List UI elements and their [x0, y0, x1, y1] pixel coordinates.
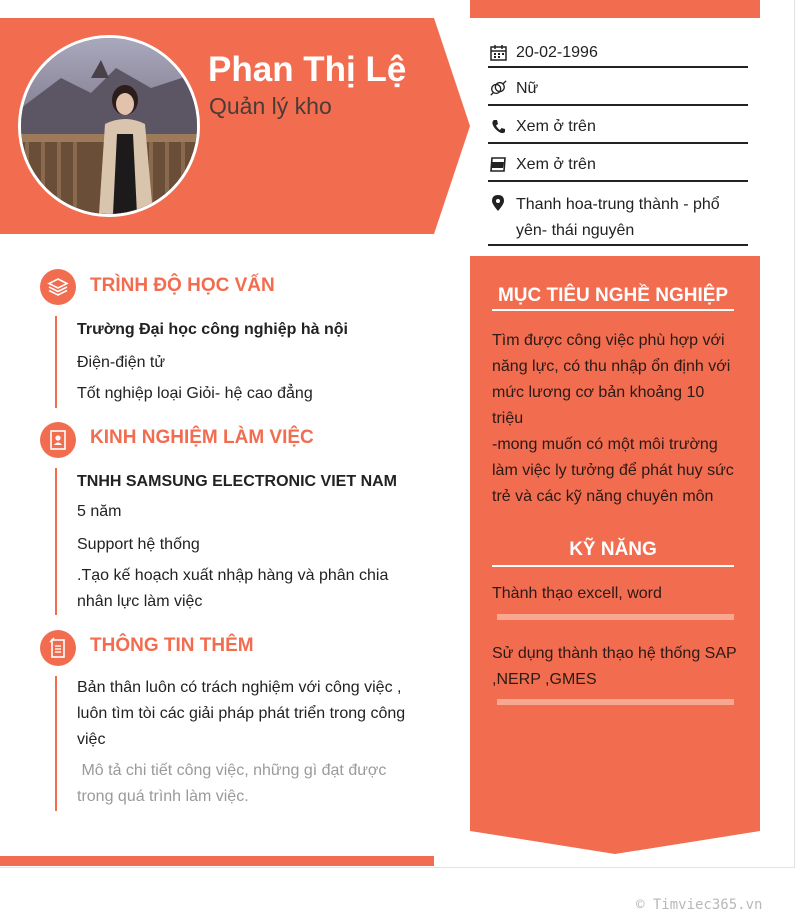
- experience-divider: [55, 468, 57, 615]
- skill-bar-2-fill: [497, 699, 734, 705]
- education-divider: [55, 316, 57, 408]
- experience-description: .Tạo kế hoạch xuất nhập hàng và phân chia nhân lực làm việc: [77, 567, 389, 610]
- contact-address: [488, 182, 748, 246]
- skill-bar-2: [497, 699, 734, 705]
- extra-divider: [55, 676, 57, 811]
- avatar-photo: [21, 38, 197, 214]
- extra-text: Bản thân luôn có trách nghiệm với công việc , luôn tìm tòi các giải pháp phát triển trong công việc: [77, 679, 406, 748]
- address-text: Thanh hoa-trung thành - phổ yên- thái nguyên: [516, 196, 720, 239]
- education-title: TRÌNH ĐỘ HỌC VẤN: [90, 275, 275, 296]
- experience-duration: 5 năm: [77, 503, 122, 520]
- phone-text: Xem ở trên: [516, 118, 596, 135]
- education-major: Điện-điện tử: [77, 354, 166, 371]
- clipboard-icon: [40, 630, 76, 666]
- watermark: © Timviec365.vn: [636, 897, 763, 913]
- email-text: Xem ở trên: [516, 156, 596, 173]
- skills-title: KỸ NĂNG: [492, 539, 734, 567]
- skill-item-2: Sử dụng thành thạo hệ thống SAP ,NERP ,GMES: [492, 645, 737, 688]
- contact-list: [488, 38, 748, 246]
- objective-text-2: -mong muốn có một môi trường làm việc ly tưởng để phát huy sức trẻ và các kỹ năng chuyên môn: [492, 436, 734, 505]
- contact-birthdate: [488, 38, 748, 68]
- layers-icon: [40, 269, 76, 305]
- skill-bar-1-fill: [497, 614, 734, 620]
- contact-email: [488, 144, 748, 182]
- gender-text: Nữ: [516, 80, 539, 97]
- experience-company: TNHH SAMSUNG ELECTRONIC VIET NAM: [77, 473, 397, 490]
- map-marker-icon: [489, 193, 507, 213]
- gender-icon: [489, 78, 507, 98]
- objective-text-1: Tìm được công việc phù hợp với năng lực, có thu nhập ổn định với mức lương cơ bản khoảng 10 triệu: [492, 332, 731, 427]
- skill-bar-1: [497, 614, 734, 620]
- education-school: Trường Đại học công nghiệp hà nội: [77, 321, 348, 338]
- experience-position: Support hệ thống: [77, 536, 200, 553]
- candidate-name: Phan Thị Lệ: [208, 50, 407, 89]
- experience-title: KINH NGHIỆM LÀM VIỆC: [90, 427, 314, 448]
- contact-phone: [488, 106, 748, 144]
- objective-title: MỤC TIÊU NGHỀ NGHIỆP: [492, 285, 734, 311]
- avatar: [18, 35, 200, 217]
- candidate-job-title: Quản lý kho: [209, 93, 332, 119]
- contact-gender: [488, 68, 748, 106]
- extra-title: THÔNG TIN THÊM: [90, 635, 254, 656]
- education-result: Tốt nghiệp loại Giỏi- hệ cao đẳng: [77, 385, 313, 402]
- top-accent-bar: [470, 0, 760, 18]
- phone-icon: [489, 116, 507, 136]
- extra-placeholder: Mô tả chi tiết công việc, những gì đạt được trong quá trình làm việc.: [77, 762, 391, 805]
- right-panel: [470, 256, 760, 856]
- skill-item-1: Thành thạo excell, word: [492, 585, 662, 602]
- email-icon: [489, 154, 507, 174]
- id-card-icon: [40, 422, 76, 458]
- bottom-accent-bar: [0, 856, 434, 866]
- calendar-icon: [489, 42, 507, 62]
- birthdate-text: 20-02-1996: [516, 44, 598, 61]
